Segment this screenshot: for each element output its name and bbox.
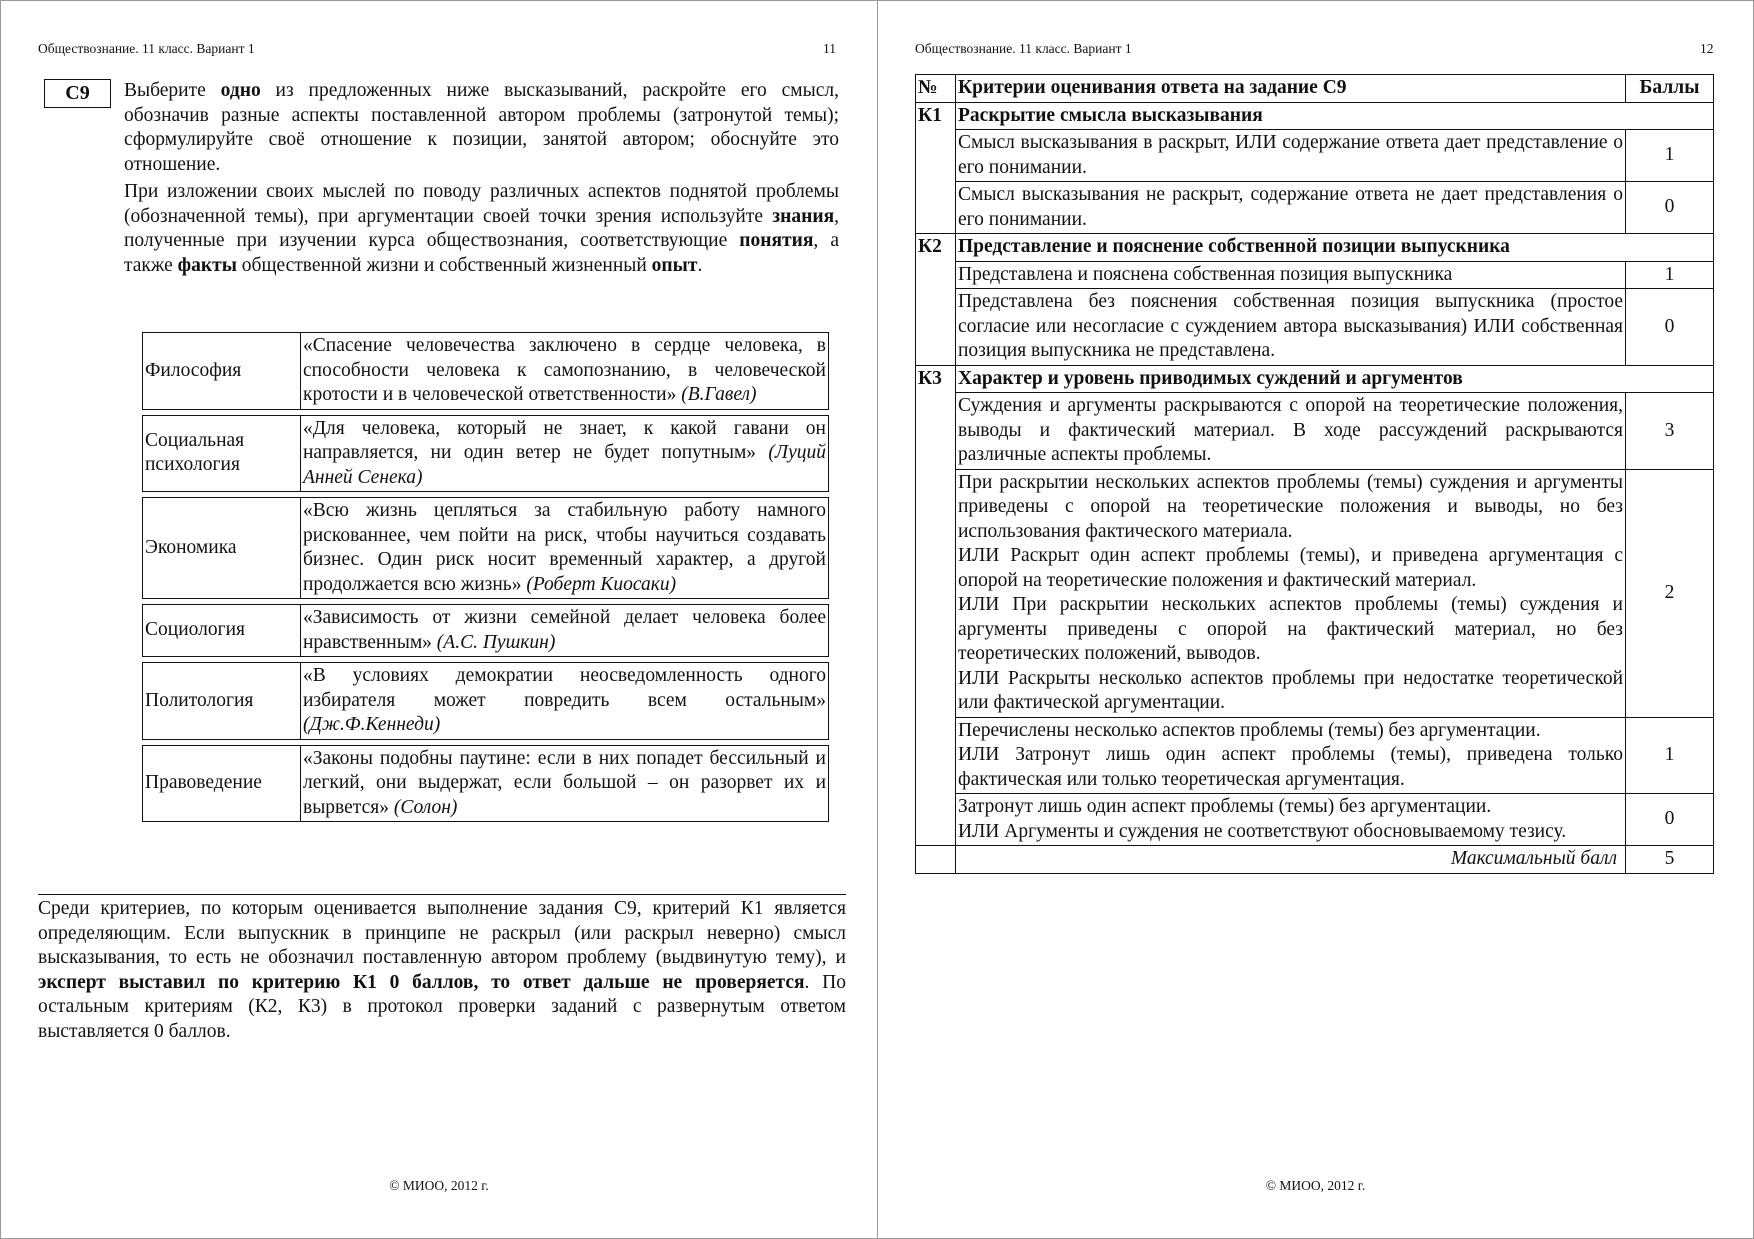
criterion-text: При раскрытии нескольких аспектов проблемы (темы) суждения и аргументы приведены с опорой на теоретические положения и выводы, но без использования фактического материала. ИЛИ Раскрыт один аспект проблемы (темы), и приведена аргументация с опорой на теоретические положения и фактический материал. ИЛИ При раскрытии нескольких аспектов проблемы (темы) суждения и аргументы приведены с опорой на фактический материал, но без теоретических положений, выводов. ИЛИ Раскрыты несколько аспектов проблемы при недостатке теоретической или фактической аргументации. <box>956 469 1626 717</box>
criterion-text: Перечислены несколько аспектов проблемы (темы) без аргументации. ИЛИ Затронут лишь один аспект проблемы (темы), приведена только фактическая или только теоретическая аргументация. <box>956 717 1626 794</box>
text: Среди критериев, по которым оценивается выполнение задания С9, критерий К1 является определяющим. Если выпускник в принципе не раскрыл (или раскрыл неверно) смысл высказывания, то есть не обозначил поставленную автором проблему (выдвинутую тему), и <box>38 898 846 968</box>
bold-text: понятия <box>739 230 814 251</box>
quote-cell <box>301 663 829 740</box>
quote-author: (Роберт Киосаки) <box>521 573 677 595</box>
criterion-points: 2 <box>1626 469 1714 717</box>
criterion-text: Представлена и пояснена собственная позиция выпускника <box>956 261 1626 289</box>
quote-subject: Социальная психология <box>143 415 301 492</box>
criterion-title: Раскрытие смысла высказывания <box>956 102 1714 130</box>
criterion-row <box>916 130 1714 182</box>
quote-cell <box>301 745 829 822</box>
criterion-text: Смысл высказывания в раскрыт, ИЛИ содержание ответа дает представление о его понимании. <box>956 130 1626 182</box>
criterion-points: 3 <box>1626 393 1714 470</box>
criterion-header-row <box>916 365 1714 393</box>
quote-row <box>143 333 829 410</box>
quote-text: «Зависимость от жизни семейной делает человека более нравственным» <box>303 607 826 653</box>
quote-row <box>143 745 829 822</box>
task-instructions <box>124 79 839 281</box>
quote-subject: Правоведение <box>143 745 301 822</box>
quote-cell <box>301 415 829 492</box>
header-criteria: Критерии оценивания ответа на задание С9 <box>956 75 1626 103</box>
criterion-row <box>916 469 1714 717</box>
criterion-title: Характер и уровень приводимых суждений и аргументов <box>956 365 1714 393</box>
quote-subject: Политология <box>143 663 301 740</box>
quote-subject: Социология <box>143 605 301 657</box>
criterion-code: К1 <box>916 102 956 234</box>
criterion-row <box>916 261 1714 289</box>
criterion-row <box>916 393 1714 470</box>
criterion-row <box>916 717 1714 794</box>
criterion-text: Представлена без пояснения собственная позиция выпускника (простое согласие или несогласие с суждением автора высказывания) ИЛИ собственная позиция выпускника не представлена. <box>956 289 1626 366</box>
quote-row <box>143 498 829 599</box>
criterion-text: Смысл высказывания не раскрыт, содержание ответа не дает представления о его понимании. <box>956 182 1626 234</box>
empty-cell <box>916 846 956 874</box>
criterion-points: 1 <box>1626 717 1714 794</box>
criterion-text: Суждения и аргументы раскрываются с опорой на теоретические положения, выводы и фактический материал. В ходе рассуждений раскрываются различные аспекты проблемы. <box>956 393 1626 470</box>
criterion-text: Затронут лишь один аспект проблемы (темы) без аргументации. ИЛИ Аргументы и суждения не соответствуют обосновываемому тезису. <box>956 794 1626 846</box>
grading-note <box>38 894 846 1044</box>
bold-text: знания <box>772 205 835 227</box>
max-score-label: Максимальный балл <box>956 846 1626 874</box>
text: . <box>697 254 703 276</box>
bold-text: факты <box>177 254 237 276</box>
page-header: Обществознание. 11 класс. Вариант 1 <box>915 41 1132 56</box>
quote-cell <box>301 498 829 599</box>
header-num: № <box>916 75 956 103</box>
max-score-value: 5 <box>1626 846 1714 874</box>
quote-text: «В условиях демократии неосведомленность одного избирателя может повредить всем остальным» <box>303 665 826 711</box>
bold-text: одно <box>220 80 261 101</box>
header-points: Баллы <box>1626 75 1714 103</box>
text: , полученные при изучении курса обществознания, соответствующие <box>124 205 839 251</box>
text: из предложенных ниже высказываний, раскройте его смысл, обозначив разные аспекты поставленной автором проблемы (затронутой темы); сформулируйте своё отношение к позиции, занятой автором; обоснуйте это отношение. <box>124 80 839 175</box>
page-footer: © МИОО, 2012 г. <box>1265 1178 1366 1193</box>
page-footer: © МИОО, 2012 г. <box>389 1178 489 1193</box>
page-number: 11 <box>823 41 836 56</box>
criterion-points: 0 <box>1626 182 1714 234</box>
intro-paragraph-2 <box>124 180 839 278</box>
quote-text: «Законы подобны паутине: если в них попадет бессильный и легкий, они выдержат, если большой – он разорвет их и вырвется» <box>303 747 826 818</box>
text: Выберите <box>124 80 221 101</box>
quote-text: «Спасение человечества заключено в сердце человека, в способности человека к самопознанию, в человеческой кротости и в человеческой ответственности» <box>303 335 826 405</box>
criterion-row <box>916 182 1714 234</box>
quote-cell <box>301 605 829 657</box>
text: , а также <box>124 230 839 276</box>
text: . По остальным критериям (К2, К3) в протокол проверки заданий с развернутым ответом выставляется 0 баллов. <box>38 971 846 1042</box>
criterion-points: 0 <box>1626 794 1714 846</box>
quote-author: (Солон) <box>388 796 458 818</box>
quote-row <box>143 415 829 492</box>
page-number: 12 <box>1700 41 1714 56</box>
criterion-title: Представление и пояснение собственной позиции выпускника <box>956 234 1714 262</box>
task-label: С9 <box>44 79 111 108</box>
quote-author: (Дж.Ф.Кеннеди) <box>303 714 441 735</box>
quotes-table <box>142 332 829 822</box>
criterion-code: К3 <box>916 365 956 846</box>
criterion-header-row <box>916 234 1714 262</box>
bold-text: опыт <box>651 254 698 276</box>
criterion-points: 1 <box>1626 261 1714 289</box>
criterion-header-row <box>916 102 1714 130</box>
quote-row <box>143 605 829 657</box>
criteria-table <box>915 74 1714 874</box>
quote-text: «Всю жизнь цепляться за стабильную работу намного рискованнее, чем пойти на риск, чтобы научиться создавать бизнес. Один риск носит временный характер, а другой продолжается всю жизнь» <box>303 500 826 595</box>
text: общественной жизни и собственный жизненный <box>236 254 652 276</box>
quote-author: (Луций Анней Сенека) <box>303 442 826 488</box>
quote-subject: Философия <box>143 333 301 410</box>
quote-row <box>143 663 829 740</box>
quote-text: «Для человека, который не знает, к какой гавани он направляется, ни один ветер не будет попутным» <box>303 417 826 463</box>
quote-author: (В.Гавел) <box>676 384 757 405</box>
criterion-row <box>916 289 1714 366</box>
quote-cell <box>301 333 829 410</box>
criterion-points: 1 <box>1626 130 1714 182</box>
quote-author: (А.С. Пушкин) <box>431 631 556 653</box>
bold-text: эксперт выставил по критерию К1 0 баллов, то ответ дальше не проверяется <box>38 971 805 993</box>
criterion-points: 0 <box>1626 289 1714 366</box>
criterion-row <box>916 794 1714 846</box>
quote-subject: Экономика <box>143 498 301 599</box>
page-header: Обществознание. 11 класс. Вариант 1 <box>38 41 255 56</box>
text: При изложении своих мыслей по поводу различных аспектов поднятой проблемы (обозначенной темы), при аргументации своей точки зрения используйте <box>124 181 839 227</box>
criterion-code: К2 <box>916 234 956 366</box>
intro-paragraph-1 <box>124 79 839 177</box>
